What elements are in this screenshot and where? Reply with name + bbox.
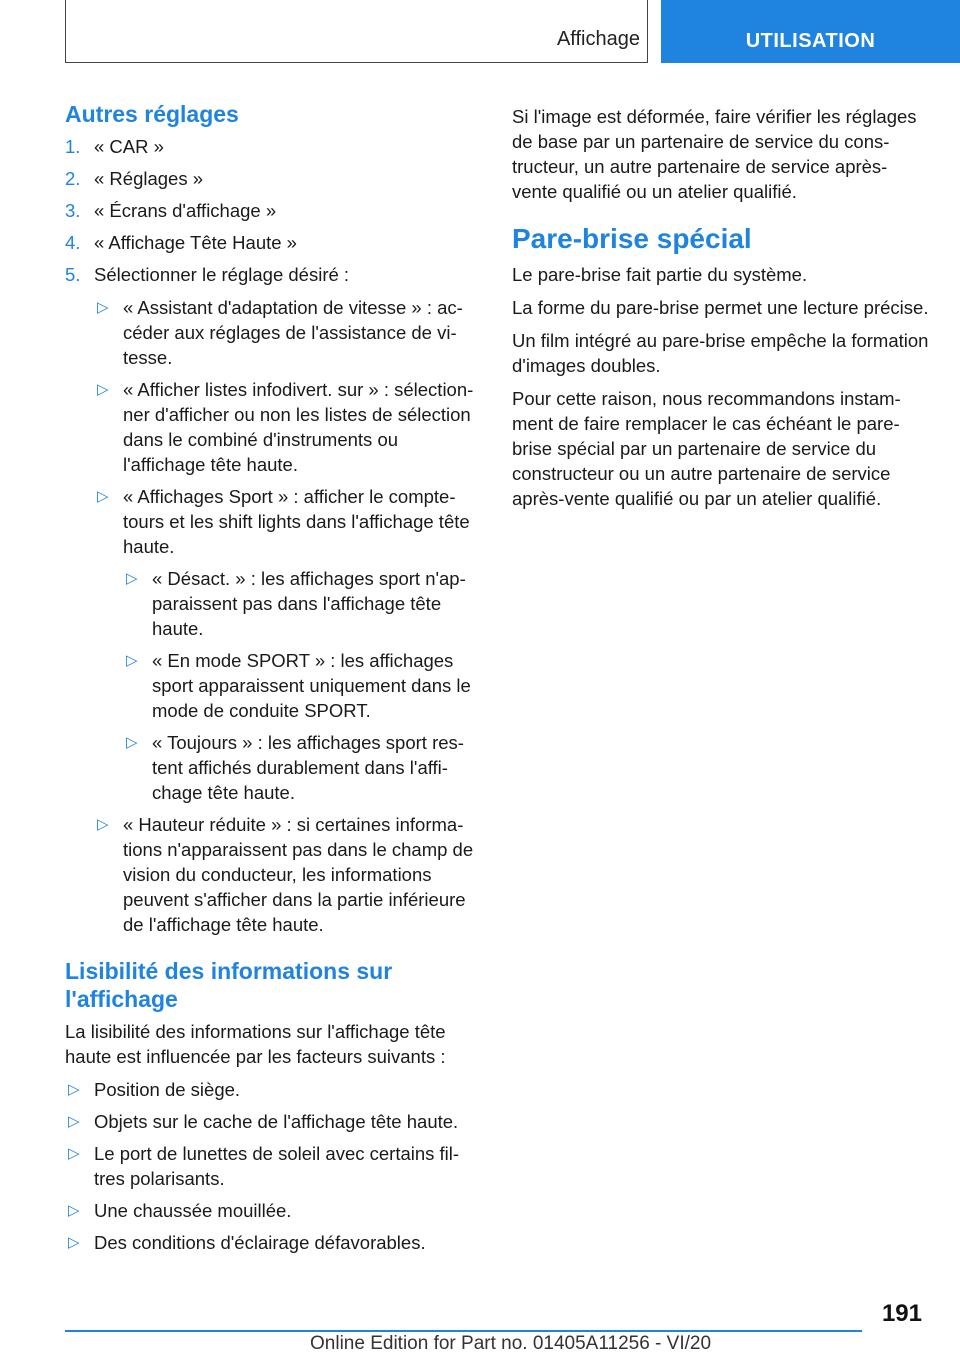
sub-option-text: « Toujours » : les affichages sport restent affichés durablement dans l'affichage tête haute.	[152, 732, 464, 803]
triangle-bullet-icon: ▷	[126, 570, 138, 587]
factor-item	[65, 1141, 480, 1191]
lisibilite-paragraph: La lisibilité des informations sur l'affichage tête haute est influencée par les facteurs suivants :	[65, 1021, 446, 1067]
paragraph: Pour cette raison, nous recommandons instamment de faire remplacer le cas échéant le pare-brise spécial par un partenaire de service du constructeur ou un autre partenaire de service après-vente qualifié ou par un atelier qualifié.	[512, 388, 901, 509]
option-item	[94, 484, 480, 805]
sub-option-text: « Désact. » : les affichages sport n'apparaissent pas dans l'affichage tête haute.	[152, 568, 466, 639]
triangle-bullet-icon: ▷	[68, 1234, 80, 1251]
triangle-bullet-icon: ▷	[126, 652, 138, 669]
factor-text: Position de siège.	[94, 1079, 241, 1100]
step-number: 5.	[65, 264, 81, 285]
triangle-bullet-icon: ▷	[68, 1202, 80, 1219]
triangle-bullet-icon: ▷	[97, 488, 109, 505]
chapter-title: UTILISATION	[745, 30, 876, 52]
edition-note: Online Edition for Part no. 01405A11256 - VI/20	[310, 1333, 712, 1354]
step-text: Sélectionner le réglage désiré :	[94, 264, 350, 285]
step-text: « Affichage Tête Haute »	[94, 232, 297, 253]
paragraph: Un film intégré au pare-brise empêche la formation d'images doubles.	[512, 330, 929, 376]
factor-text: Le port de lunettes de soleil avec certains filtres polarisants.	[94, 1143, 460, 1189]
step-item	[65, 230, 480, 255]
triangle-bullet-icon: ▷	[126, 734, 138, 751]
sub-option-item	[123, 566, 480, 641]
triangle-bullet-icon: ▷	[68, 1145, 80, 1162]
option-text: « Hauteur réduite » : si certaines informations n'apparaissent pas dans le champ de vision du conducteur, les informations peuvent s'afficher dans la partie inférieure de l'affichage tête haute.	[123, 814, 474, 935]
step-item	[65, 262, 480, 937]
factor-text: Une chaussée mouillée.	[94, 1200, 292, 1221]
paragraph: La forme du pare-brise permet une lecture précise.	[512, 297, 929, 318]
paragraph: Le pare-brise fait partie du système.	[512, 264, 808, 285]
option-text: « Afficher listes infodivert. sur » : sélectionner d'afficher ou non les listes de sélection dans le combiné d'instruments ou l'affichage tête haute.	[123, 379, 474, 475]
factor-text: Objets sur le cache de l'affichage tête haute.	[94, 1111, 459, 1132]
factors-list	[65, 1077, 480, 1255]
deformed-image-paragraph: Si l'image est déformée, faire vérifier les réglages de base par un partenaire de service du constructeur, un autre partenaire de service après-vente qualifié ou un atelier qualifié.	[512, 106, 917, 202]
option-item	[94, 812, 480, 937]
section-title: Affichage	[556, 28, 640, 50]
option-item	[94, 295, 480, 370]
step-number: 2.	[65, 168, 81, 189]
triangle-bullet-icon: ▷	[68, 1081, 80, 1098]
step-text: « CAR »	[94, 136, 164, 157]
triangle-bullet-icon: ▷	[97, 816, 109, 833]
page-number: 191	[881, 1300, 922, 1327]
step-text: « Réglages »	[94, 168, 204, 189]
triangle-bullet-icon: ▷	[97, 299, 109, 316]
sub-option-text: « En mode SPORT » : les affichages sport apparaissent uniquement dans le mode de conduite SPORT.	[152, 650, 471, 721]
sport-options-list	[123, 566, 480, 805]
heading-lisibilite: Lisibilité des informations sur l'affichage	[65, 958, 393, 1012]
factor-item	[65, 1198, 480, 1223]
footer-divider	[65, 1330, 862, 1332]
step-item	[65, 134, 480, 159]
sub-option-item	[123, 648, 480, 723]
step-number: 3.	[65, 200, 81, 221]
left-column	[65, 100, 480, 1262]
step-item	[65, 198, 480, 223]
heading-pare-brise: Pare-brise spécial	[512, 223, 752, 254]
step-item	[65, 166, 480, 191]
sub-option-item	[123, 730, 480, 805]
triangle-bullet-icon: ▷	[68, 1113, 80, 1130]
factor-item	[65, 1230, 480, 1255]
factor-item	[65, 1077, 480, 1102]
heading-autres-reglages: Autres réglages	[65, 101, 239, 127]
option-text: « Affichages Sport » : afficher le compte-tours et les shift lights dans l'affichage tête haute.	[123, 486, 470, 557]
steps-list	[65, 134, 480, 937]
step-text: « Écrans d'affichage »	[94, 200, 277, 221]
options-list	[94, 295, 480, 937]
step-number: 4.	[65, 232, 81, 253]
triangle-bullet-icon: ▷	[97, 381, 109, 398]
chapter-tab	[661, 0, 960, 63]
right-column	[512, 104, 932, 519]
factor-text: Des conditions d'éclairage défavorables.	[94, 1232, 426, 1253]
step-number: 1.	[65, 136, 81, 157]
option-text: « Assistant d'adaptation de vitesse » : accéder aux réglages de l'assistance de vitesse.	[123, 297, 463, 368]
factor-item	[65, 1109, 480, 1134]
option-item	[94, 377, 480, 477]
